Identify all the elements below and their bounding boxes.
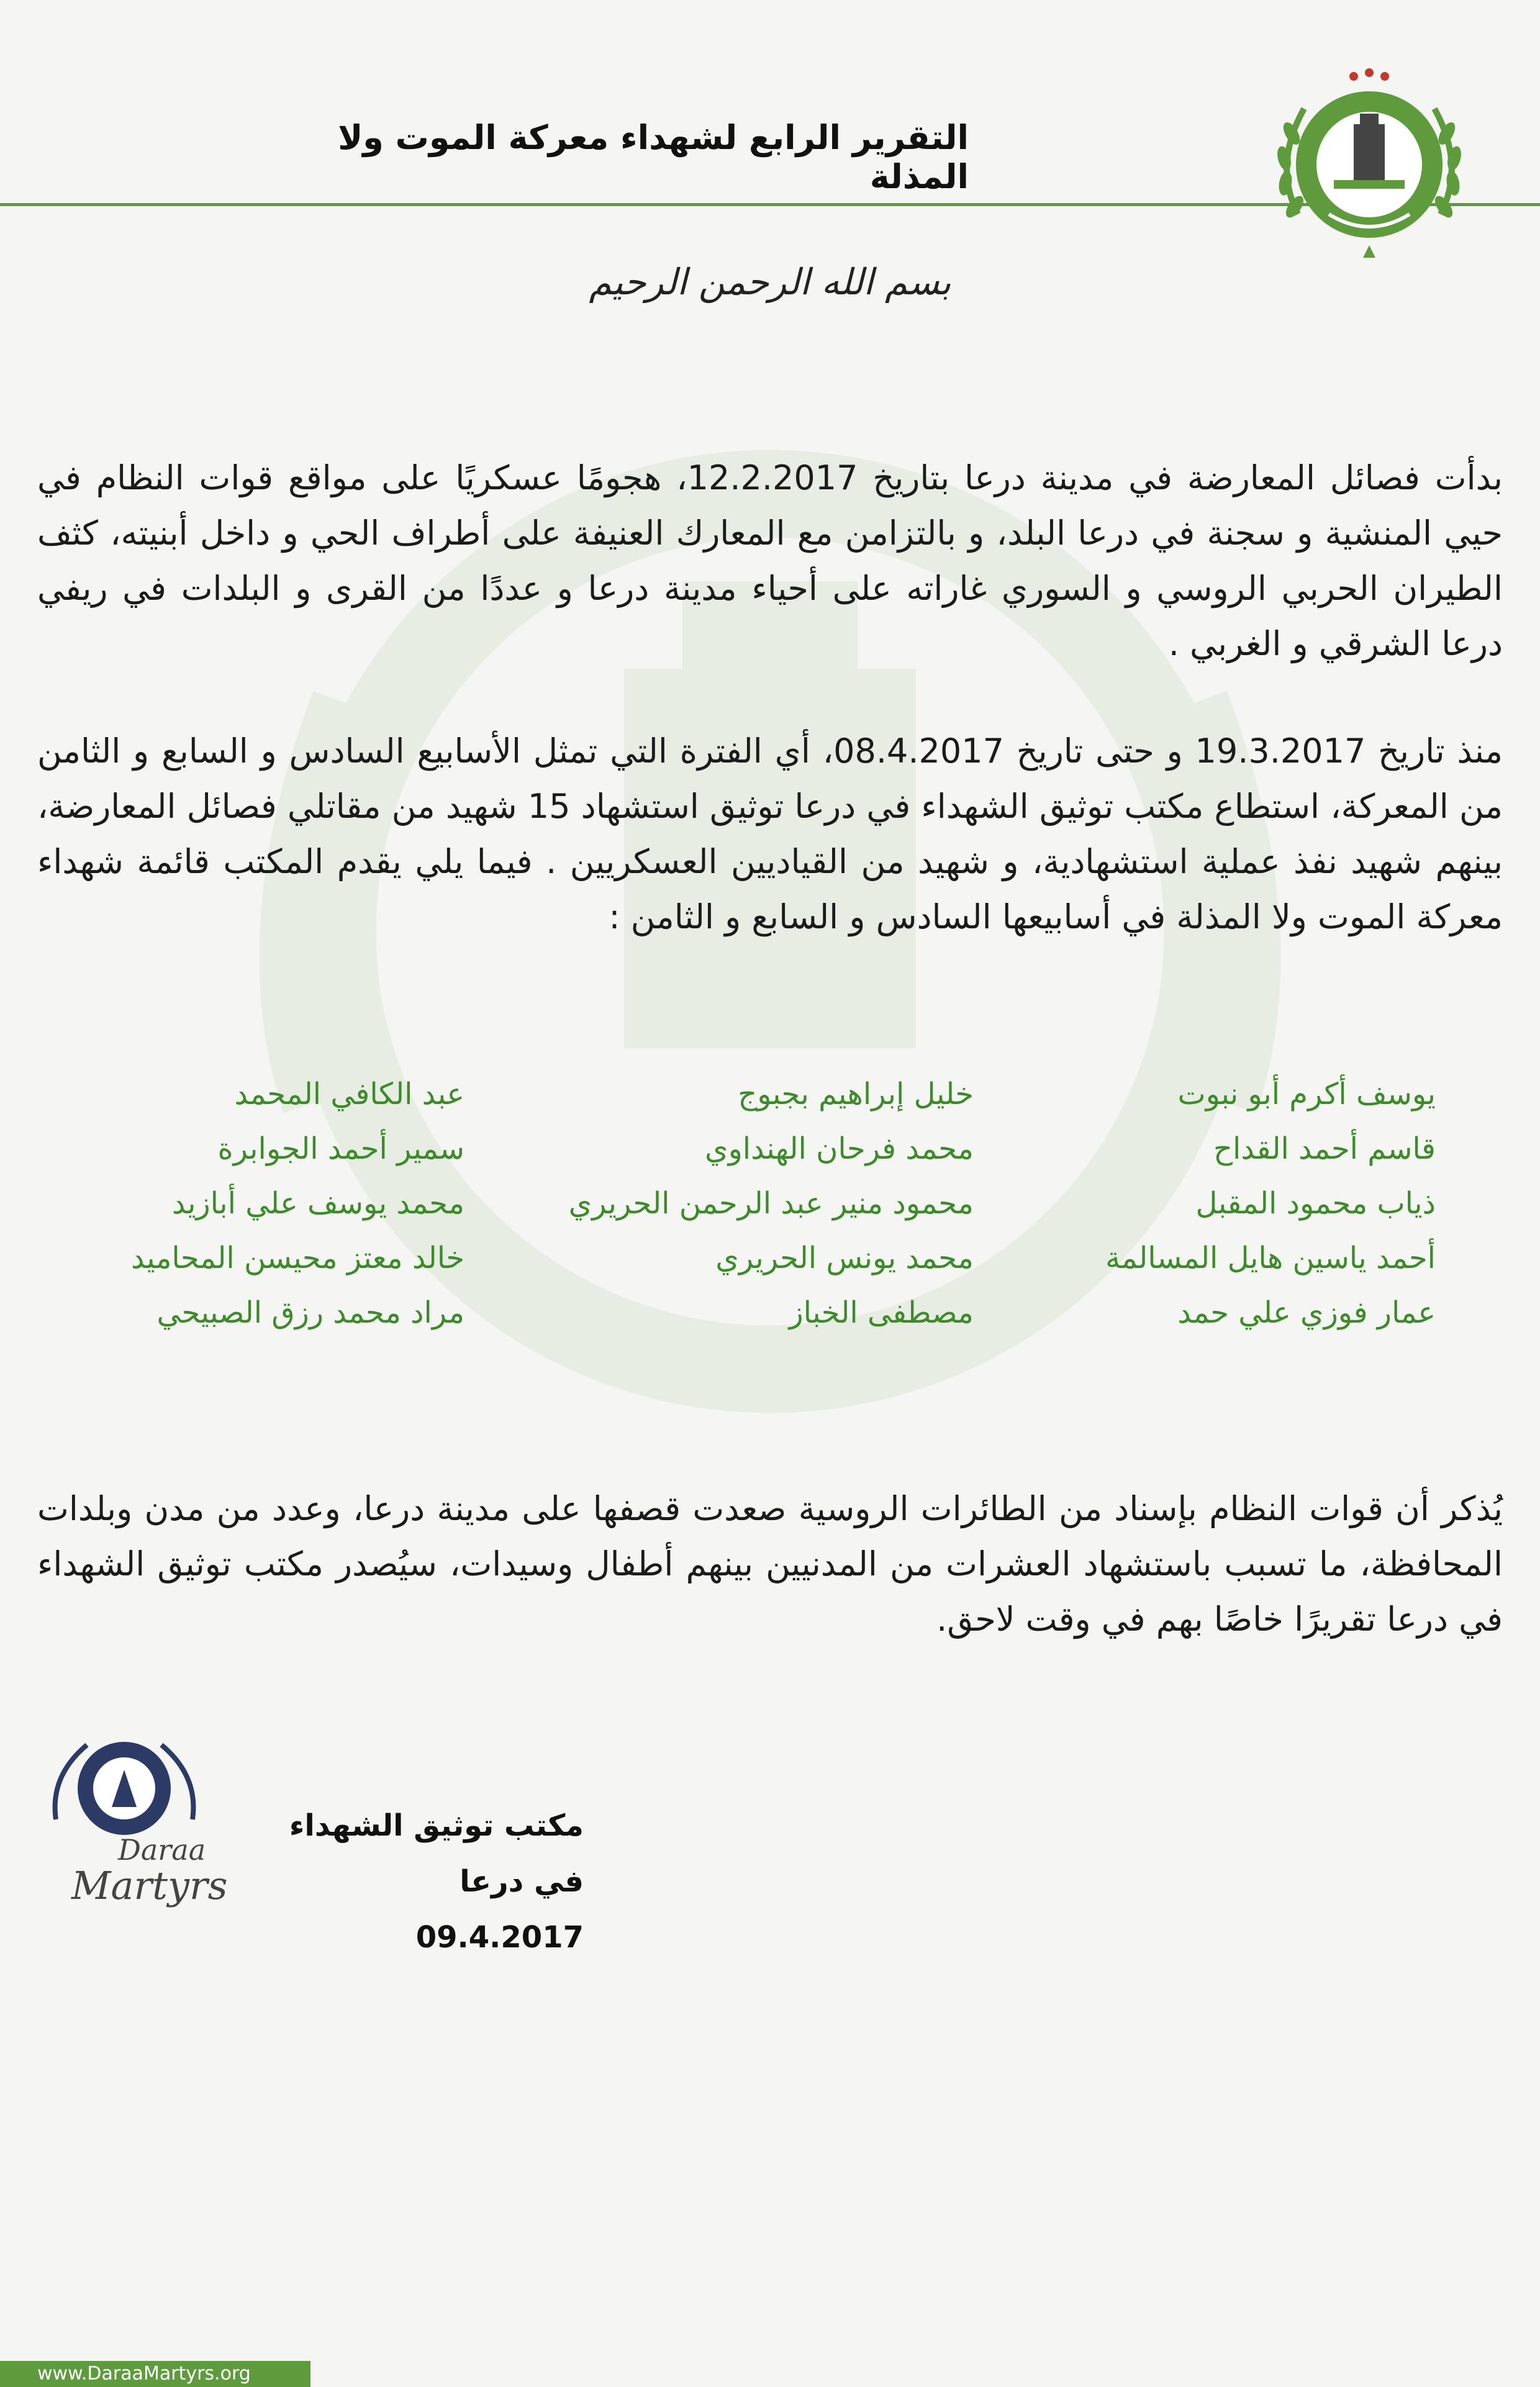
martyr-name: خالد معتز محيسن المحاميد <box>131 1241 464 1275</box>
basmala-calligraphy: بسم الله الرحمن الرحيم <box>589 261 951 303</box>
signature-block <box>273 1798 584 1965</box>
report-date: 09.4.2017 <box>415 1920 584 1955</box>
names-column-left <box>131 1067 464 1340</box>
names-column-right <box>1105 1067 1436 1340</box>
daraa-martyrs-logo-icon <box>37 1732 261 1919</box>
logo-text-martyrs: Martyrs <box>71 1863 228 1908</box>
summary-paragraph: منذ تاريخ 19.3.2017 و حتى تاريخ 08.4.2017، أي الفترة التي تمثل الأسابيع السادس و السابع و الثامن من المعركة، استطاع مكتب توثيق الشهداء في درعا توثيق استشهاد 15 شهيد من مقاتلي فصائل المعارضة، بينهم شهيد نفذ عملية استشهادية، و شهيد من القياديين العسكريين . فيما يلي يقدم المكتب قائمة شهداء معركة الموت ولا المذلة في أسابيعها السادس و السابع و الثامن : <box>37 732 1503 936</box>
report-title: التقرير الرابع لشهداء معركة الموت ولا المذلة <box>338 118 969 196</box>
martyr-name: سمير أحمد الجوابرة <box>217 1131 464 1166</box>
office-name: مكتب توثيق الشهداء في درعا <box>289 1808 584 1899</box>
martyr-name: قاسم أحمد القداح <box>1213 1131 1436 1166</box>
martyr-name: محمد يوسف علي أبازيد <box>171 1186 464 1221</box>
martyr-name: محمود منير عبد الرحمن الحريري <box>568 1186 974 1221</box>
martyr-name: يوسف أكرم أبو نبوت <box>1177 1077 1436 1112</box>
martyr-name: أحمد ياسين هايل المسالمة <box>1105 1241 1436 1275</box>
martyr-name: عبد الكافي المحمد <box>234 1077 464 1112</box>
martyr-name: ذياب محمود المقبل <box>1195 1186 1436 1221</box>
martyr-name: مصطفى الخباز <box>789 1295 974 1330</box>
intro-paragraph: بدأت فصائل المعارضة في مدينة درعا بتاريخ 12.2.2017، هجومًا عسكريًا على مواقع قوات النظام في حيي المنشية و سجنة في درعا البلد، و بالتزامن مع المعارك العنيفة على أطراف الحي و داخل أبنيته، كثف الطيران الحربي الروسي و السوري غاراته على أحياء مدينة درعا و عددًا من القرى و البلدات في ريفي درعا الشرقي و الغربي . <box>37 458 1503 663</box>
logo-text-daraa: Daraa <box>118 1833 206 1867</box>
office-logo-icon <box>1261 59 1478 270</box>
names-column-middle <box>569 1067 974 1340</box>
martyr-name: محمد فرحان الهنداوي <box>705 1131 974 1166</box>
martyr-name: عمار فوزي علي حمد <box>1177 1295 1436 1330</box>
martyr-name: خليل إبراهيم بجبوج <box>738 1077 974 1112</box>
martyr-name: محمد يونس الحريري <box>715 1241 974 1275</box>
martyr-name: مراد محمد رزق الصبيحي <box>156 1295 464 1330</box>
footer-website-link[interactable]: www.DaraaMartyrs.org <box>0 2361 310 2387</box>
closing-paragraph: يُذكر أن قوات النظام بإسناد من الطائرات الروسية صعدت قصفها على مدينة درعا، وعدد من مدن وبلدات المحافظة، ما تسبب باستشهاد العشرات من المدنيين بينهم أطفال وسيدات، سيُصدر مكتب توثيق الشهداء في درعا تقريرًا خاصًا بهم في وقت لاحق. <box>37 1489 1503 1639</box>
